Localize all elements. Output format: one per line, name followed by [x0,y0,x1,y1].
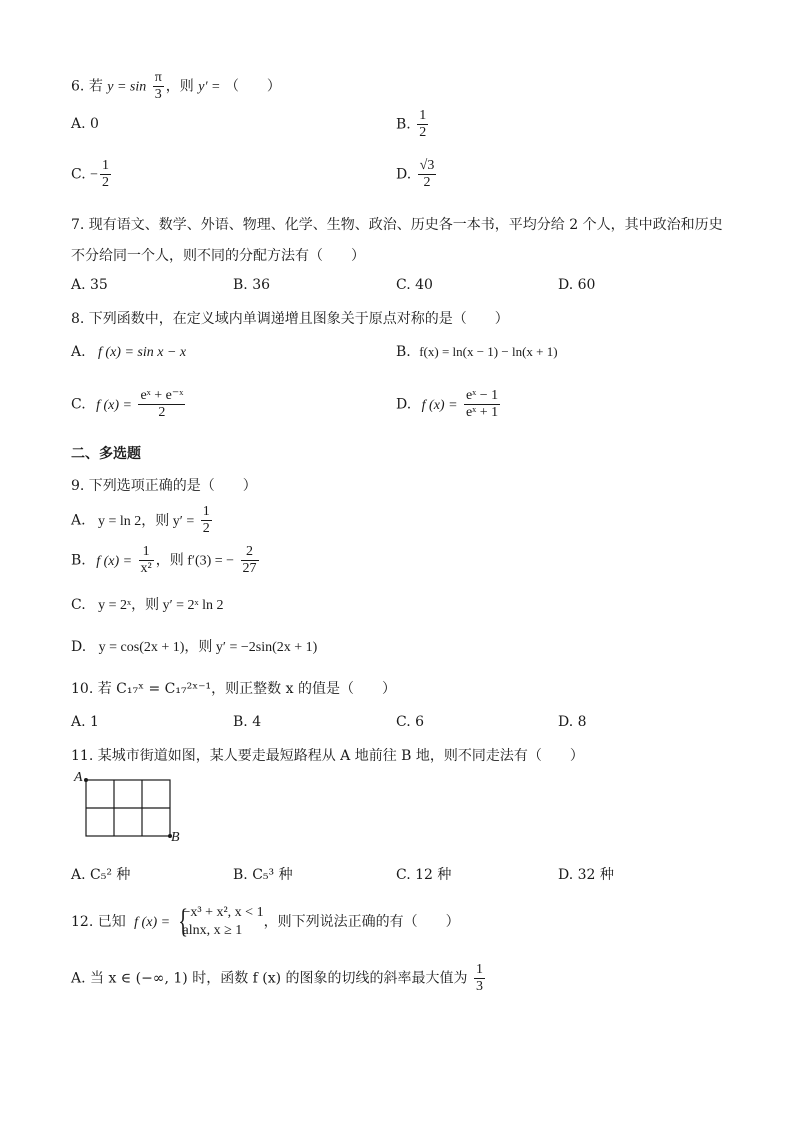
q6-frac-num: π [154,70,162,85]
q6-number: 6. [71,78,85,95]
q9-b-den1: x² [140,561,152,576]
q6-frac-den: 3 [154,87,162,102]
label-b: B [171,830,180,845]
q11-option-d: D. 32 种 [558,867,614,883]
q10-option-d: D. 8 [558,714,587,730]
q6-yprime: y′ = [198,79,221,95]
q12-option-a [71,962,487,995]
q9-b-num1: 1 [139,544,154,561]
q9-c-label: C. [71,597,86,613]
q8-d-num: eˣ − 1 [465,388,499,403]
q6-fraction [153,70,164,103]
q6-paren: （ ） [224,78,281,95]
q6-b-fraction [417,108,428,141]
q8-b-label: B. [396,344,411,360]
q6-b-den: 2 [419,125,427,140]
q8-d-fraction [464,388,500,421]
q10-option-b: B. 4 [233,714,262,730]
q12-piecewise [175,904,264,940]
q12-a-num: 1 [476,962,483,977]
q11-option-c: C. 12 种 [396,867,452,883]
q9-b-fraction1 [139,544,154,577]
q8-a-expr: f (x) = sin x − x [98,345,187,360]
q6-stem [71,70,281,103]
q7-option-a: A. 35 [71,277,108,293]
q6-option-a: A. 0 [71,116,99,132]
q6-c-fraction [100,158,111,191]
q9-a-num: 1 [202,504,210,519]
q12-lhs: f (x) = [134,915,171,930]
q9-d-label: D. [71,639,87,655]
q9-a-fraction [201,504,212,537]
q8-c-fraction [138,388,185,421]
q6-c-sign: − [90,167,99,183]
q6-mid: ，则 [165,78,194,95]
q9-option-d [71,636,317,656]
q9-b-fraction2 [241,544,259,577]
q7-stem-line2: 不分给同一个人，则不同的分配方法有（ ） [71,248,365,264]
q8-a-label: A. [71,344,86,360]
q9-b-num2: 2 [241,544,259,561]
q11-stem: 11. 某城市街道如图，某人要走最短路程从 A 地前往 B 地，则不同走法有（ ） [71,748,584,764]
q6-c-label: C. [71,166,86,183]
q10-option-c: C. 6 [396,714,425,730]
q7-option-d: D. 60 [558,277,596,293]
label-a: A [74,770,83,785]
q8-c-den: 2 [158,405,166,420]
q6-option-b [396,108,430,141]
q7-option-b: B. 36 [233,277,271,293]
q8-c-lhs: f (x) = [96,397,132,413]
q12-row2: alnx, x ≥ 1 [182,923,243,938]
q6-b-label: B. [396,116,411,133]
q6-d-den: 2 [423,175,431,190]
q9-b-label: B. [71,552,86,569]
q8-c-num: eˣ + e⁻ˣ [140,388,184,403]
q12-row1: −x³ + x², x < 1 [182,905,264,920]
q11-option-b: B. C₅³ 种 [233,867,293,883]
q12-a-fraction [474,962,485,995]
q12-a-den: 3 [476,979,483,994]
q9-b-den2: 27 [242,561,257,576]
q6-eq: y = sin [107,79,147,95]
brace-icon: { [177,903,188,940]
section-heading: 二、多选题 [71,446,141,462]
q8-d-label: D. [396,396,412,413]
q6-d-label: D. [396,166,412,183]
q12-number: 12. 已知 [71,914,126,930]
street-grid-figure [70,770,190,850]
q9-c-expr: y = 2ˣ，则 y′ = 2ˣ ln 2 [98,598,224,613]
q12-tail: ，则下列说法正确的有（ ） [263,914,460,930]
q9-option-a [71,504,214,537]
q6-b-num: 1 [419,108,427,123]
q9-a-label: A. [71,512,86,529]
q9-b-mid: ，则 f′(3) = − [155,553,235,569]
q7-option-c: C. 40 [396,277,433,293]
q8-option-b [396,344,558,360]
q8-c-label: C. [71,396,86,413]
q8-stem: 8. 下列函数中，在定义域内单调递增且图象关于原点对称的是（ ） [71,311,509,327]
q6-option-c [71,158,113,191]
q6-c-den: 2 [102,175,110,190]
q8-option-c [71,388,187,421]
q9-option-c [71,594,223,614]
q8-option-a [71,344,186,361]
q9-d-expr: y = cos(2x + 1)，则 y′ = −2sin(2x + 1) [98,640,318,655]
q9-option-b [71,544,261,577]
q9-b-lhs: f (x) = [96,553,133,569]
q6-d-fraction [418,158,437,191]
q9-stem: 9. 下列选项正确的是（ ） [71,478,257,494]
q6-d-num: √3 [419,158,435,173]
q6-option-d [396,158,438,191]
q9-a-expr: y = ln 2，则 y′ = [98,513,195,529]
q12-a-text: A. 当 x ∈ (−∞, 1) 时，函数 f (x) 的图象的切线的斜率最大值为 [71,970,468,987]
q12-stem [71,904,460,940]
q10-option-a: A. 1 [71,714,99,730]
point-a [84,778,88,782]
q8-d-lhs: f (x) = [421,397,458,413]
q10-stem: 10. 若 C₁₇ˣ = C₁₇²ˣ⁻¹，则正整数 x 的值是（ ） [71,681,396,697]
q6-pre: 若 [88,78,103,95]
q8-d-den: eˣ + 1 [465,405,499,420]
q7-stem-line1: 7. 现有语文、数学、外语、物理、化学、生物、政治、历史各一本书，平均分给 2 个人，其中政治和历史 [71,217,723,233]
q8-b-expr: f(x) = ln(x − 1) − ln(x + 1) [419,344,558,359]
q9-a-den: 2 [202,521,210,536]
q6-c-num: 1 [102,158,110,173]
grid-lines [86,780,170,836]
q11-option-a: A. C₅² 种 [71,867,131,883]
q8-option-d [396,388,502,421]
